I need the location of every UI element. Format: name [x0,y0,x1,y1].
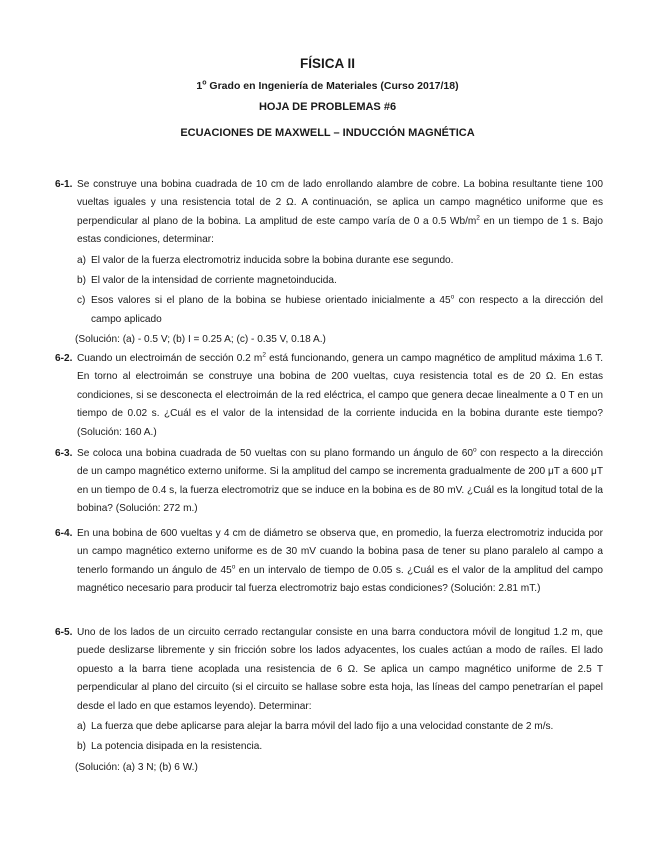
sub-question-b: b) El valor de la intensidad de corriente magnetoinducida. [77,275,337,287]
topic-title: ECUACIONES DE MAXWELL – INDUCCIÓN MAGNÉTICA [180,127,475,139]
problem-number: 6-3. [55,448,73,459]
sub-question-b: b) La potencia disipada en la resistencia. [77,741,263,753]
course-title: FÍSICA II [299,56,355,71]
problem-number: 6-5. [55,627,73,638]
sub-question-a: a) La fuerza que debe aplicarse para alejar la barra móvil del lado fijo a una velocidad constante de 2 m/s. [77,721,554,733]
problem-statement: Se construye una bobina cuadrada de 10 cm de lado enrollando alambre de cobre. La bobina resultante tiene 100 vueltas iguales y una resistencia total de 2 Ω. A continuación, se aplica un campo magnético uniforme que es perpendicular al plano de la bobina. La amplitud de este campo varía de 0 a 0.5 $Wb/m^2$ en un tiempo de 1 s. Bajo estas condiciones, determinar: [77,179,603,246]
problem-statement: En una bobina de 600 vueltas y 4 cm de diámetro se observa que, en promedio, la fuerza electromotriz inducida por un campo magnético externo uniforme es de 30 mV cuando la bobina pasa de tener su plano paralelo al campo a tenerlo formando un ángulo de 45$^o$ en un intervalo de tiempo de 0.05 s. ¿Cuál es el valor de la amplitud del campo magnético necesario para producir tal fuerza electromotriz bajo estas condiciones? (Solución: 2.81 mT.) [77,528,603,595]
problem-statement: Se coloca una bobina cuadrada de 50 vueltas con su plano formando un ángulo de 60$^o$ con respecto a la dirección de un campo magnético externo uniforme. Si la amplitud del campo se incrementa gradualmente de 200 μT a 600 μT en un tiempo de 0.4 s, la fuerza electromotriz que se induce en la bobina es de 80 mV. ¿Cuál es la longitud total de la bobina? (Solución: 272 m.) [77,446,603,515]
problem-6-2 [55,350,603,442]
problem-number: 6-4. [55,528,73,539]
problem-number: 6-2. [55,353,73,364]
solution: (Solución: (a) - 0.5 V; (b) I = 0.25 A; (c) - 0.35 V, 0.18 A.) [75,334,326,346]
sub-question-a: a) El valor de la fuerza electromotriz inducida sobre la bobina durante ese segundo. [77,254,454,266]
problem-6-4 [55,525,603,599]
problem-statement: Uno de los lados de un circuito cerrado rectangular consiste en una barra conductora móvil de longitud 1.2 m, que puede deslizarse libremente y sin fricción sobre los lados adyacentes, los cuales actúan a modo de raíles. El lado opuesto a la barra tiene acoplada una resistencia de 6 Ω. Se aplica un campo magnético uniforme de 2.5 T perpendicular al plano del circuito (si el circuito se hallase sobre esta hoja, las líneas del campo penetrarían el papel desde el lado en que estamos leyendo). Determinar: [77,627,603,712]
sheet-title: HOJA DE PROBLEMAS #6 [258,101,397,113]
solution: (Solución: (a) 3 N; (b) 6 W.) [75,761,198,773]
problem-6-1 [55,176,603,350]
problem-statement: Cuando un electroimán de sección 0.2 $m^2$ está funcionando, genera un campo magnético de amplitud máxima 1.6 T. En torno al electroimán se construye una bobina de 200 vueltas, cuya resistencia total es de 20 Ω. En estas condiciones, si se desconecta el electroimán de la red eléctrica, el campo que genera decae linealmente a 0 T en un tiempo de 0.02 s. ¿Cuál es el valor de la intensidad de la corriente inducida en la bobina durante este tiempo? (Solución: 160 A.) [77,351,603,438]
degree-line: 1$^o$ Grado en Ingeniería de Materiales (Curso 2017/18) [196,79,459,92]
sub-question-c: c) Esos valores si el plano de la bobina se hubiese orientado inicialmente a 45$^o$ con respecto a la dirección del campo aplicado [77,294,603,325]
problem-6-5 [55,624,603,777]
problem-6-3 [55,445,603,519]
problem-number: 6-1. [55,179,73,190]
